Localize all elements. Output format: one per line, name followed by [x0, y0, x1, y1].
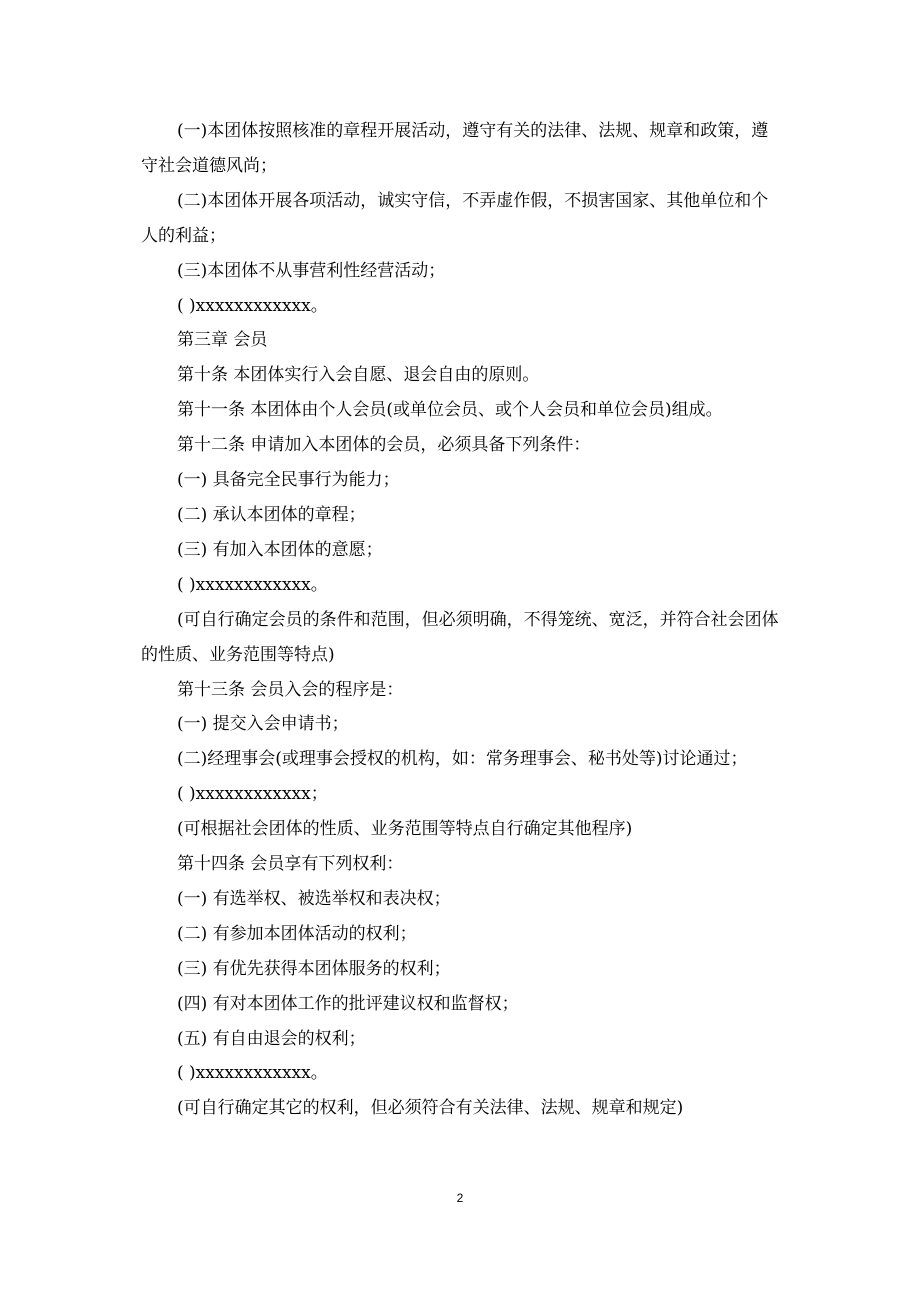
article-14-item-6: ( )xxxxxxxxxxxx。 [177, 1063, 328, 1084]
article-14-note: (可自行确定其它的权利，但必须符合有关法律、法规、规章和规定) [177, 1098, 684, 1119]
article-13-note: (可根据社会团体的性质、业务范围等特点自行确定其他程序) [177, 819, 633, 840]
chapter-heading: 第三章 会员 [177, 330, 268, 351]
article-14-item-5: (五) 有自由退会的权利； [177, 1028, 366, 1049]
article-12-item-4: ( )xxxxxxxxxxxx。 [177, 574, 328, 595]
article-14-item-4: (四) 有对本团体工作的批评建议权和监督权； [177, 993, 519, 1014]
paragraph-3: (三)本团体不从事营利性经营活动； [177, 260, 446, 281]
document-body [141, 114, 781, 1126]
paragraph-2: (二)本团体开展各项活动，诚实守信，不弄虚作假，不损害国家、其他单位和个人的利益； [141, 190, 769, 246]
paragraph-4: ( )xxxxxxxxxxxx。 [177, 295, 328, 316]
article-13-item-2: (二)经理事会(或理事会授权的机构，如：常务理事会、秘书处等)讨论通过； [177, 749, 748, 770]
article-13: 第十三条 会员入会的程序是： [177, 679, 404, 700]
article-11: 第十一条 本团体由个人会员(或单位会员、或个人会员和单位会员)组成。 [177, 400, 723, 421]
page-number: 2 [456, 1191, 464, 1205]
article-14-item-1: (一) 有选举权、被选举权和表决权； [177, 888, 451, 909]
article-12-item-2: (二) 承认本团体的章程； [177, 504, 366, 525]
paragraph-1: (一)本团体按照核准的章程开展活动，遵守有关的法律、法规、规章和政策，遵守社会道德风尚； [141, 121, 769, 176]
article-14-item-3: (三) 有优先获得本团体服务的权利； [177, 958, 451, 979]
article-10: 第十条 本团体实行入会自愿、退会自由的原则。 [177, 365, 540, 386]
article-12-item-1: (一) 具备完全民事行为能力； [177, 470, 400, 491]
article-12-note: (可自行确定会员的条件和范围，但必须明确，不得笼统、宽泛，并符合社会团体的性质、业务范围等特点) [141, 609, 779, 665]
article-13-item-1: (一) 提交入会申请书； [177, 714, 349, 735]
article-13-item-3: ( )xxxxxxxxxxxx； [177, 784, 328, 805]
article-12: 第十二条 申请加入本团体的会员，必须具备下列条件： [177, 435, 591, 456]
article-12-item-3: (三) 有加入本团体的意愿； [177, 539, 383, 560]
article-14: 第十四条 会员享有下列权利： [177, 854, 404, 875]
article-14-item-2: (二) 有参加本团体活动的权利； [177, 923, 417, 944]
